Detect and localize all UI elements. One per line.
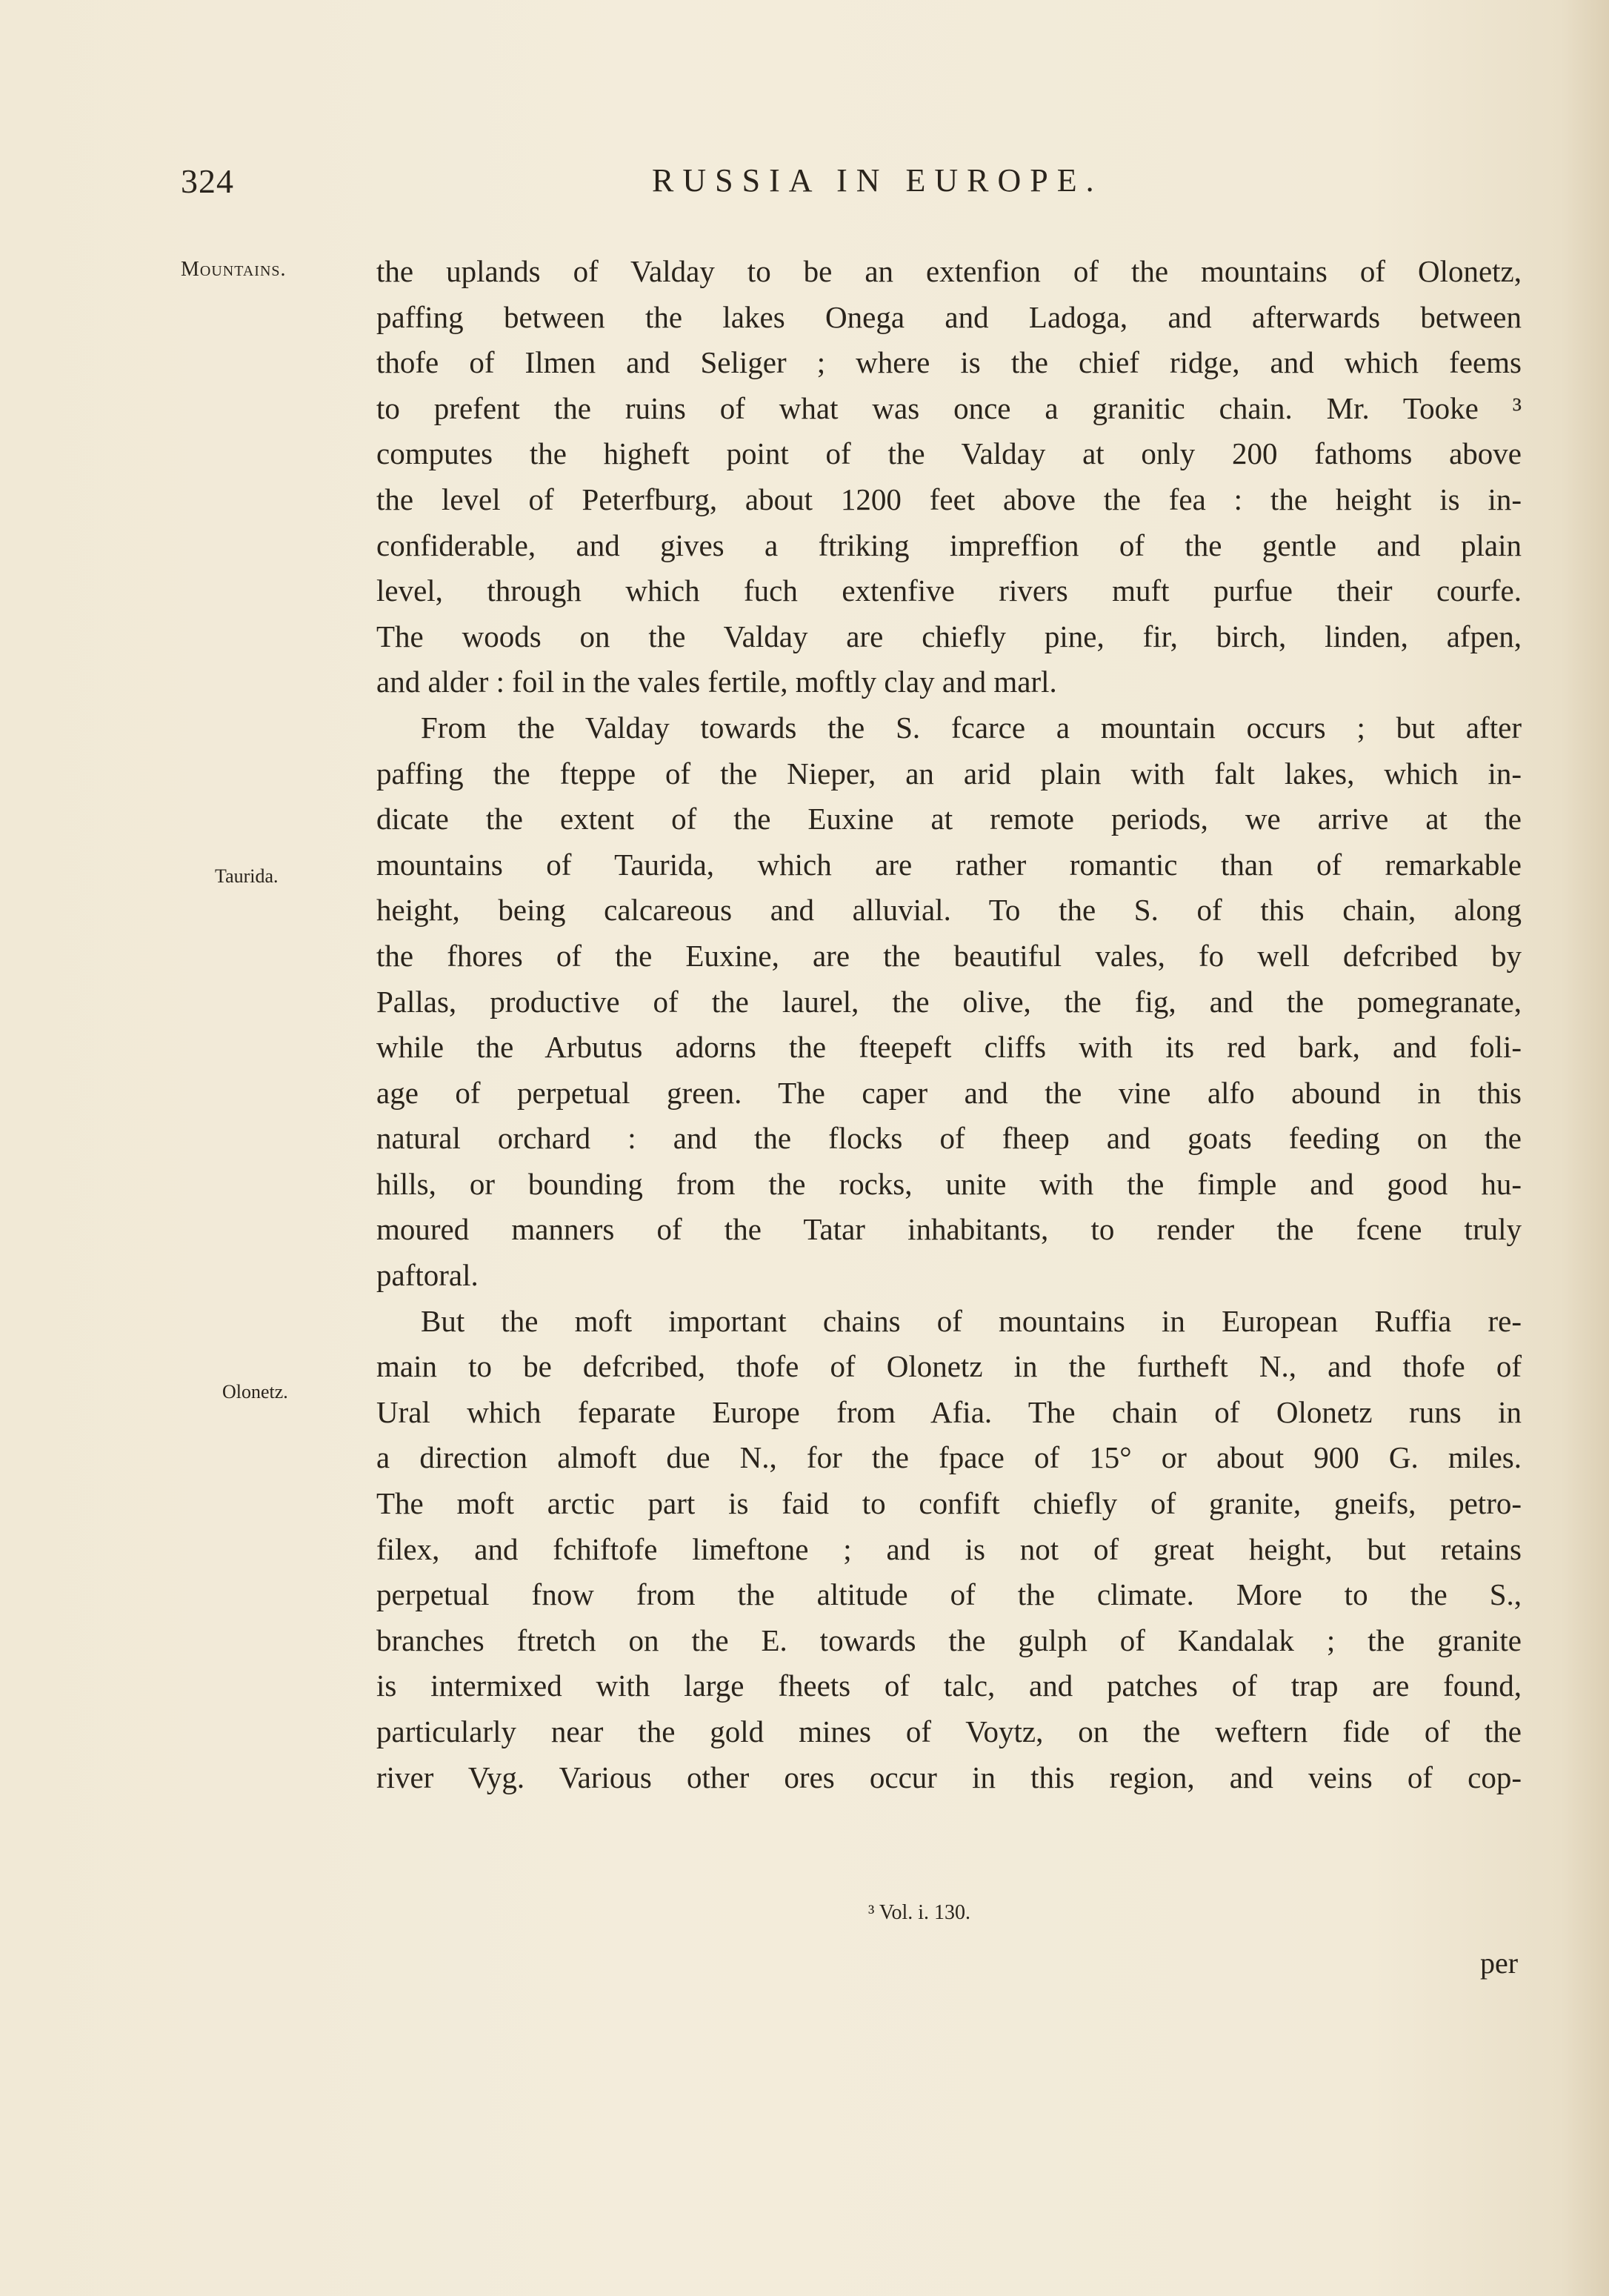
text-line: hills, or bounding from the rocks, unite with the fimple and good hu- — [376, 1166, 1522, 1201]
text-line: The woods on the Valday are chiefly pine, fir, birch, linden, afpen, — [376, 619, 1522, 653]
text-line: paffing between the lakes Onega and Ladoga, and afterwards between — [376, 299, 1522, 334]
text-line: thofe of Ilmen and Seliger ; where is the chief ridge, and which feems — [376, 345, 1522, 380]
text-line: dicate the extent of the Euxine at remote periods, we arrive at the — [376, 802, 1522, 836]
text-line: mountains of Taurida, which are rather romantic than of remarkable — [376, 847, 1522, 882]
text-line: natural orchard : and the flocks of fheep and goats feeding on the — [376, 1121, 1522, 1156]
text-line: to prefent the ruins of what was once a granitic chain. Mr. Tooke ³ — [376, 390, 1522, 425]
text-line: while the Arbutus adorns the fteepeft cliffs with its red bark, and foli- — [376, 1030, 1522, 1065]
footnote: ³ Vol. i. 130. — [868, 1901, 971, 1924]
text-line: The moft arctic part is faid to confift chiefly of granite, gneifs, petro- — [376, 1486, 1522, 1521]
text-line: is intermixed with large fheets of talc, and patches of trap are found, — [376, 1668, 1522, 1703]
text-line: main to be defcribed, thofe of Olonetz in the furtheft N., and thofe of — [376, 1349, 1522, 1384]
page-header — [0, 162, 1609, 213]
page-number: 324 — [181, 162, 234, 200]
catchword: per — [1480, 1946, 1519, 1980]
text-line: the uplands of Valday to be an extenfion of the mountains of Olonetz, — [376, 254, 1522, 288]
side-note-taurida: Taurida. — [215, 865, 279, 887]
text-line: height, being calcareous and alluvial. To the S. of this chain, along — [376, 893, 1522, 928]
text-line: the level of Peterfburg, about 1200 feet above the fea : the height is in- — [376, 482, 1522, 516]
text-line: level, through which fuch extenfive rivers muft purfue their courfe. — [376, 573, 1522, 608]
text-line: moured manners of the Tatar inhabitants, to render the fcene truly — [376, 1212, 1522, 1247]
side-note-olonetz: Olonetz. — [222, 1381, 288, 1402]
text-line: filex, and fchiftofe limeftone ; and is not of great height, but retains — [376, 1531, 1522, 1566]
text-line: paffing the fteppe of the Nieper, an arid plain with falt lakes, which in- — [376, 756, 1522, 791]
text-line: a direction almoft due N., for the fpace of 15° or about 900 G. miles. — [376, 1440, 1522, 1475]
text-line: Pallas, productive of the laurel, the olive, the fig, and the pomegranate, — [376, 984, 1522, 1019]
text-line: the fhores of the Euxine, are the beautiful vales, fo well defcribed by — [376, 938, 1522, 973]
text-line: confiderable, and gives a ftriking impreffion of the gentle and plain — [376, 528, 1522, 562]
text-line: age of perpetual green. The caper and the vine alfo abound in this — [376, 1075, 1522, 1110]
text-line: and alder : foil in the vales fertile, moftly clay and marl. — [376, 665, 1057, 699]
text-line: particularly near the gold mines of Voytz, on the weftern fide of the — [376, 1714, 1522, 1748]
text-line: paftoral. — [376, 1258, 479, 1293]
text-line: computes the higheft point of the Valday at only 200 fathoms above — [376, 436, 1522, 471]
side-note-mountains: Mountains. — [181, 258, 287, 281]
running-title: RUSSIA IN EUROPE. — [652, 162, 1103, 199]
text-line: river Vyg. Various other ores occur in this region, and veins of cop- — [376, 1760, 1522, 1794]
text-line: From the Valday towards the S. fcarce a mountain occurs ; but after — [421, 710, 1522, 745]
text-line: But the moft important chains of mountains in European Ruffia re- — [421, 1303, 1522, 1338]
text-line: branches ftretch on the E. towards the gulph of Kandalak ; the granite — [376, 1623, 1522, 1657]
text-line: Ural which feparate Europe from Afia. The chain of Olonetz runs in — [376, 1394, 1522, 1429]
text-line: perpetual fnow from the altitude of the climate. More to the S., — [376, 1577, 1522, 1612]
body-text — [376, 249, 1522, 1800]
